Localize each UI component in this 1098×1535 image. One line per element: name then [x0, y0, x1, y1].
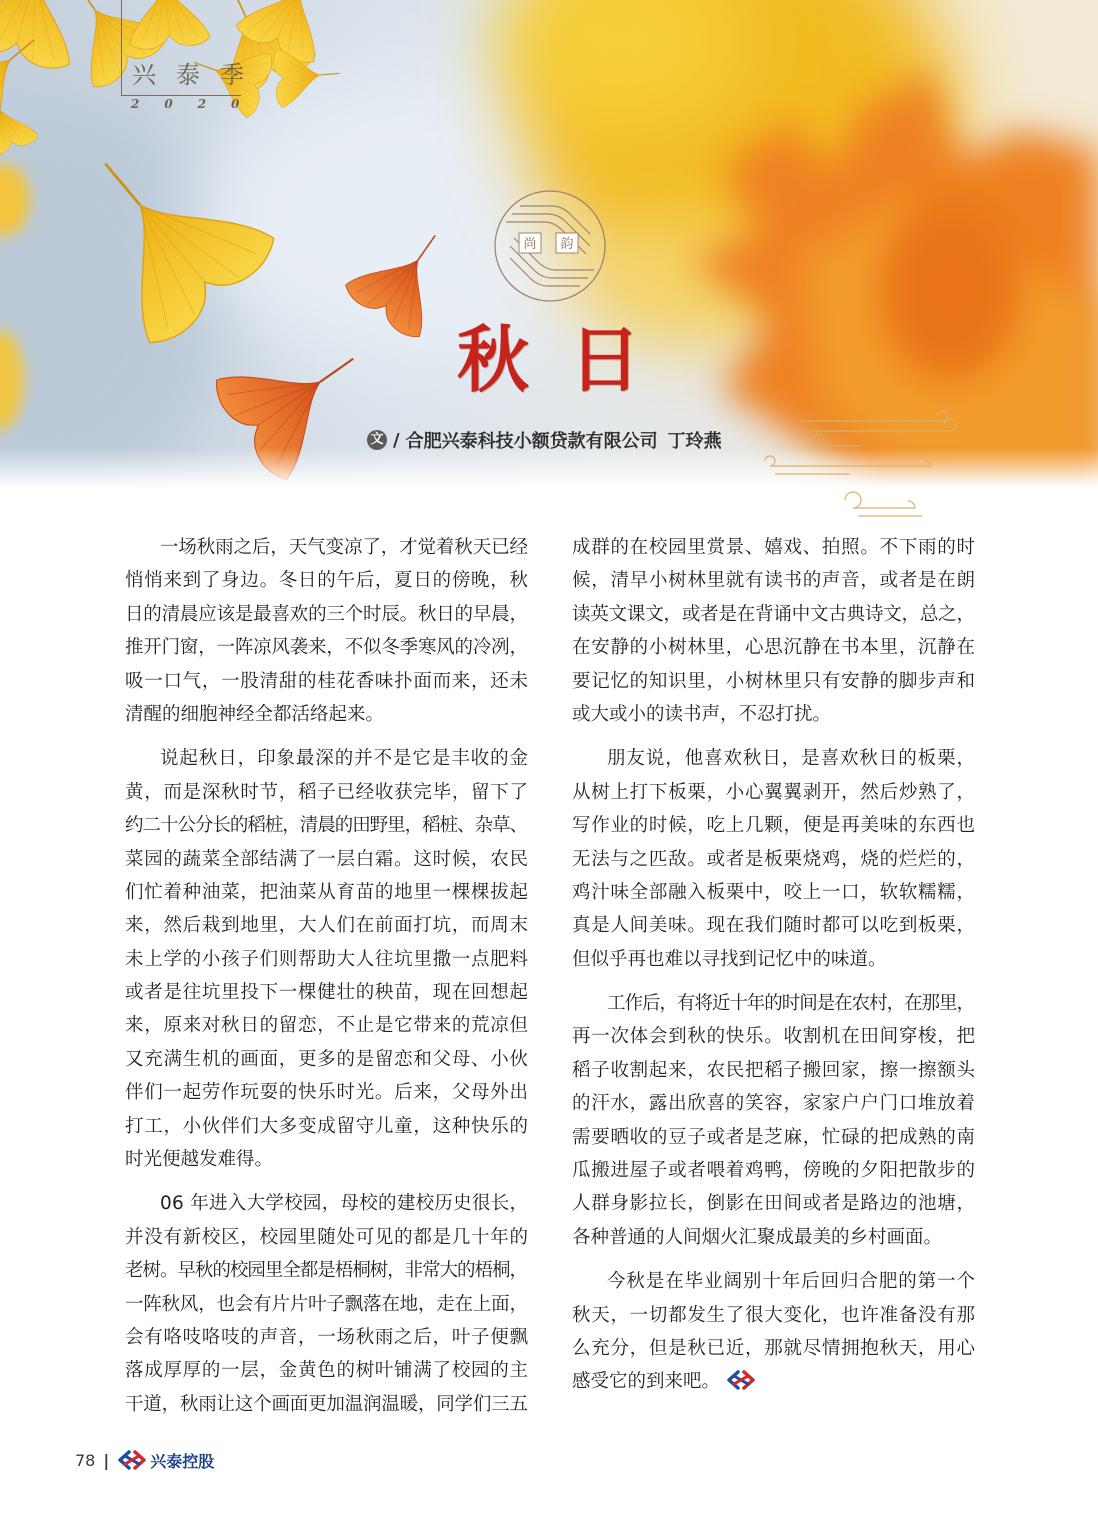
text-line-content: 来，原来对秋日的留恋，不止是它带来的荒凉但 — [125, 1015, 529, 1037]
text-line — [572, 943, 975, 976]
brand-name: 兴泰控股 — [150, 1451, 215, 1471]
emblem-ring — [495, 191, 605, 301]
text-line — [125, 843, 528, 876]
text-line-content: 成群的在校园里赏景、嬉戏、拍照。不下雨的时 — [572, 537, 976, 558]
text-line — [572, 776, 975, 809]
text-line — [125, 1388, 528, 1421]
gold-line — [765, 456, 930, 466]
emblem-char: 韵 — [560, 237, 574, 252]
text-line-content: 今秋是在毕业阔别十年后回归合肥的第一个 — [607, 1271, 976, 1293]
magazine-name: 兴泰季 — [132, 61, 264, 89]
text-line-content: 又充满生机的画面，更多的是留恋和父母、小伙 — [125, 1048, 529, 1070]
text-line-content: 一场秋雨之后，天气变凉了，才觉着秋天已经 — [160, 537, 528, 558]
text-line-content: 在安静的小树林里，心思沉静在书本里，沉静在 — [572, 637, 976, 659]
emblem-char: 尚 — [523, 237, 537, 252]
text-line-content: 真是人间美味。现在我们随时都可以吃到板栗， — [572, 915, 976, 937]
text-line — [125, 909, 528, 942]
text-line — [572, 698, 975, 731]
text-line — [125, 876, 528, 909]
text-line — [572, 909, 975, 942]
text-line-content: 伴们一起劳作玩耍的快乐时光。后来，父母外出 — [125, 1082, 529, 1104]
text-line — [125, 776, 528, 809]
gold-line — [800, 411, 948, 421]
text-line-content: 候，清早小树林里就有读书的声音，或者是在朗 — [572, 570, 976, 592]
text-line-content: 来，然后栽到地里，大人们在前面打坑，而周末 — [125, 915, 529, 937]
text-line — [125, 742, 528, 775]
text-line — [125, 1354, 528, 1387]
text-line-content: 要记忆的知识里，小树林里只有安静的脚步声和 — [572, 670, 976, 692]
byline-separator: / — [393, 429, 400, 451]
article-title: 秋日 — [456, 317, 681, 402]
text-line-content: 无法与之匹敌。或者是板栗烧鸡，烧的烂烂的， — [572, 848, 976, 870]
text-line-content: 读英文课文，或者是在背诵中文古典诗文，总之， — [572, 603, 975, 625]
text-line — [572, 1054, 975, 1087]
text-line-content: 么充分，但是秋已近，那就尽情拥抱秋天，用心 — [572, 1337, 976, 1359]
text-line — [125, 1254, 528, 1287]
text-line — [572, 1221, 975, 1254]
text-line — [572, 843, 975, 876]
text-line — [125, 698, 528, 731]
text-line-content: 感受它的到来吧。 — [572, 1371, 721, 1393]
text-line-content: 清醒的细胞神经全都活络起来。 — [125, 703, 385, 725]
text-line — [125, 1110, 528, 1143]
text-line — [125, 1221, 528, 1254]
text-line — [572, 987, 975, 1020]
byline-label-badge: 文 — [367, 430, 387, 450]
paragraph — [125, 742, 528, 1176]
page-footer — [75, 1449, 214, 1471]
text-line-content: 干道，秋雨让这个画面更加温润温暖，同学们三五 — [125, 1393, 528, 1415]
text-line-content: 或大或小的读书声，不忍打扰。 — [572, 703, 832, 725]
text-line — [572, 1020, 975, 1053]
text-line — [572, 1087, 975, 1120]
text-line — [572, 1365, 975, 1398]
text-line-content: 再一次体会到秋的快乐。收割机在田间穿梭，把 — [572, 1026, 976, 1048]
text-line — [125, 1321, 528, 1354]
text-line-content: 说起秋日，印象最深的并不是它是丰收的金 — [160, 748, 529, 770]
text-line — [125, 665, 528, 698]
text-line-content: 吸一口气，一股清甜的桂花香味扑面而来，还未 — [125, 670, 529, 692]
paragraph — [125, 1187, 528, 1421]
text-line-content: 秋天，一切都发生了很大变化，也许准备没有那 — [572, 1304, 976, 1326]
text-line — [125, 809, 528, 842]
text-line — [125, 1187, 528, 1220]
end-mark-icon — [726, 1370, 756, 1390]
text-line — [125, 1043, 528, 1076]
text-line — [125, 531, 528, 564]
text-line-content: 约二十公分长的稻桩，清晨的田野里，稻桩、杂草、 — [125, 815, 527, 837]
footer-logo-icon — [117, 1450, 147, 1470]
text-line-content: 朋友说，他喜欢秋日，是喜欢秋日的板栗， — [607, 748, 976, 770]
text-line — [572, 1154, 975, 1187]
text-line-content: 人群身影拉长，倒影在田间或者是路边的池塘， — [572, 1193, 976, 1215]
text-line — [572, 1187, 975, 1220]
text-line — [125, 943, 528, 976]
text-line — [572, 1265, 975, 1298]
text-line-content: 但似乎再也难以寻找到记忆中的味道。 — [572, 948, 887, 970]
shangyun-emblem-icon — [490, 186, 610, 306]
text-line-content: 需要晒收的豆子或者是芝麻，忙碌的把成熟的南 — [572, 1126, 976, 1148]
paragraph — [572, 742, 975, 976]
text-line — [125, 1143, 528, 1176]
byline — [367, 428, 722, 452]
text-line-content: 06 年进入大学校园，母校的建校历史很长， — [160, 1193, 529, 1215]
text-line-content: 悄悄来到了身边。冬日的午后，夏日的傍晚，秋 — [125, 570, 529, 592]
text-line — [125, 598, 528, 631]
text-line — [125, 631, 528, 664]
text-line-content: 的汗水，露出欣喜的笑容，家家户户门口堆放着 — [572, 1093, 976, 1115]
text-line-content: 鸡汁味全部融入板栗中，咬上一口，软软糯糯， — [572, 881, 976, 903]
byline-organization: 合肥兴泰科技小额贷款有限公司 — [405, 431, 658, 452]
text-line — [572, 631, 975, 664]
text-line — [125, 1009, 528, 1042]
text-line-content: 或者是往坑里投下一棵健壮的秧苗，现在回想起 — [125, 982, 529, 1004]
gold-cloud-lines — [740, 400, 970, 525]
gold-line — [845, 492, 915, 508]
text-line — [572, 598, 975, 631]
article-column-left — [125, 531, 528, 1421]
text-line-content: 时光便越发难得。 — [125, 1149, 274, 1171]
paragraph — [572, 531, 975, 731]
byline-author: 丁玲燕 — [667, 431, 722, 452]
paragraph — [572, 987, 975, 1254]
text-line — [572, 531, 975, 564]
text-line — [125, 564, 528, 597]
magazine-year: 2020 — [131, 97, 265, 111]
text-line-content: 一阵秋风，也会有片片叶子飘落在地，走在上面， — [125, 1293, 528, 1315]
text-line — [572, 809, 975, 842]
text-line-content: 写作业的时候，吃上几颗，便是再美味的东西也 — [572, 815, 976, 837]
text-line — [572, 665, 975, 698]
page-number: 78 — [75, 1450, 96, 1470]
text-line — [572, 1299, 975, 1332]
text-line — [572, 742, 975, 775]
text-line — [572, 876, 975, 909]
text-line-content: 打工，小伙伴们大多变成留守儿童，这种快乐的 — [125, 1115, 529, 1137]
text-line-content: 菜园的蔬菜全部结满了一层白霜。这时候，农民 — [125, 848, 529, 870]
text-line-content: 落成厚厚的一层，金黄色的树叶铺满了校园的主 — [125, 1360, 529, 1382]
text-line-content: 各种普通的人间烟火汇聚成最美的乡村画面。 — [572, 1226, 943, 1248]
text-line-content: 并没有新校区，校园里随处可见的都是几十年的 — [125, 1226, 529, 1248]
paragraph — [125, 531, 528, 731]
text-line-content: 从树上打下板栗，小心翼翼剥开，然后炒熟了， — [572, 781, 976, 803]
text-line — [572, 1332, 975, 1365]
text-line-content: 们忙着种油菜，把油菜从育苗的地里一棵棵拔起 — [125, 881, 529, 903]
text-line-content: 推开门窗，一阵凉风袭来，不似冬季寒风的冷冽， — [125, 637, 528, 659]
article-column-right — [572, 531, 975, 1399]
gold-line — [812, 434, 862, 446]
text-line — [125, 976, 528, 1009]
text-line-content: 稻子收割起来，农民把稻子搬回家，擦一擦额头 — [572, 1059, 976, 1081]
text-line — [572, 564, 975, 597]
footer-separator: | — [103, 1450, 110, 1470]
masthead-rule-vertical — [121, 0, 122, 96]
text-line — [572, 1121, 975, 1154]
text-line-content: 黄，而是深秋时节，稻子已经收获完毕，留下了 — [125, 781, 529, 803]
text-line-content: 未上学的小孩子们则帮助大人往坑里撒一点肥料 — [125, 948, 529, 970]
paragraph — [572, 1265, 975, 1399]
text-line-content: 会有咯吱咯吱的声音，一场秋雨之后，叶子便飘 — [125, 1326, 529, 1348]
text-line — [125, 1288, 528, 1321]
masthead-rule-horizontal — [121, 95, 241, 96]
text-line-content: 工作后，有将近十年的时间是在农村，在那里， — [607, 993, 974, 1015]
text-line-content: 瓜搬进屋子或者喂着鸡鸭，傍晚的夕阳把散步的 — [572, 1160, 976, 1182]
text-line-content: 老树。早秋的校园里全都是梧桐树，非常大的梧桐， — [125, 1260, 527, 1282]
text-line — [125, 1076, 528, 1109]
text-line-content: 日的清晨应该是最喜欢的三个时辰。秋日的早晨， — [125, 603, 528, 625]
